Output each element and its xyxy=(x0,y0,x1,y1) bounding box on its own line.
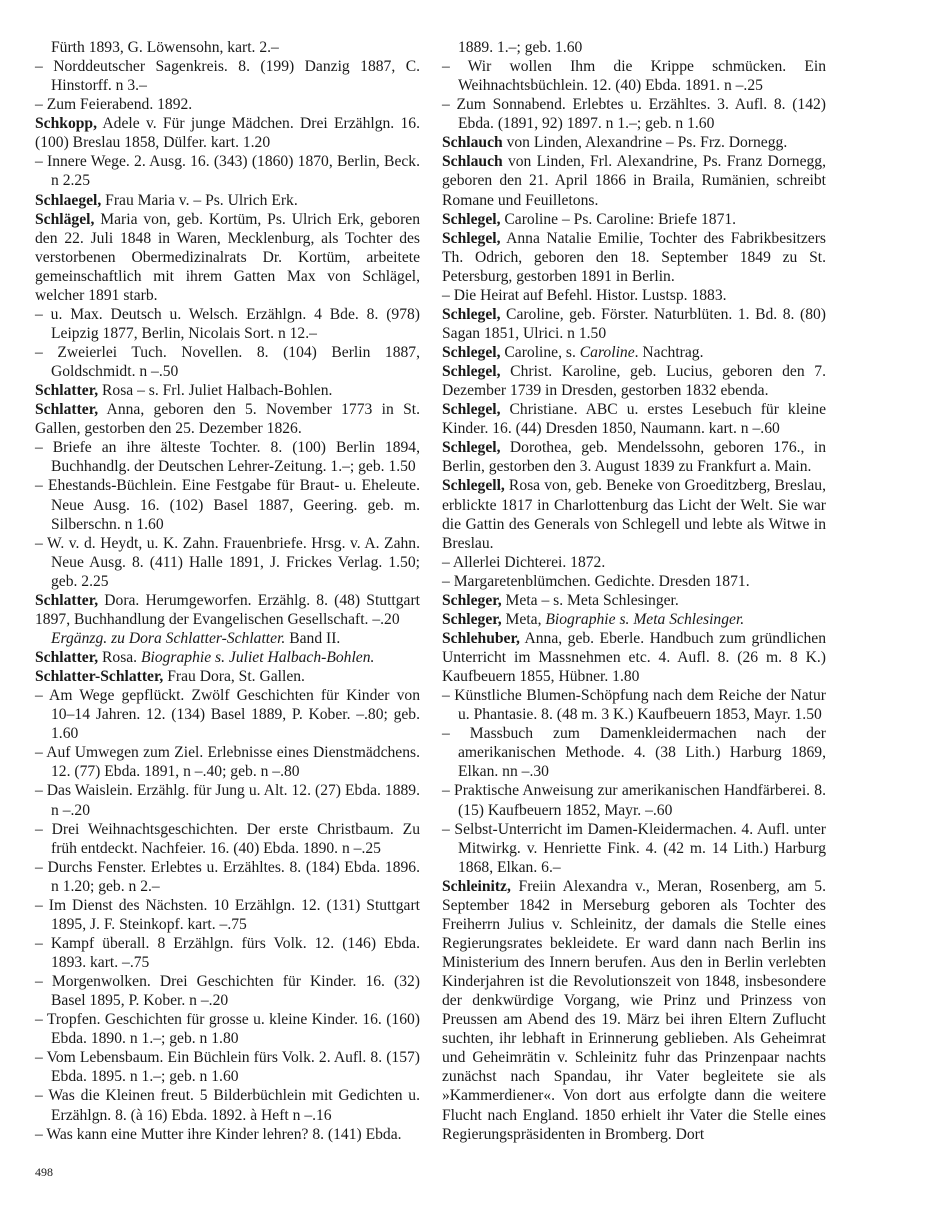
entry-text: 1889. 1.–; geb. 1.60 xyxy=(458,39,583,56)
entry-text: Meta – s. Meta Schlesinger. xyxy=(501,591,679,609)
right-column xyxy=(442,38,826,1144)
lexicon-entry-work xyxy=(35,743,420,781)
entry-name: Schlauch xyxy=(442,153,503,171)
entry-text: Frau Dora, St. Gallen. xyxy=(163,668,305,686)
entry-text: Christiane. ABC u. erstes Lesebuch für kleine Kinder. 16. (44) Dresden 1850, Naumann. kart. n –.60 xyxy=(442,401,826,438)
lexicon-entry-head xyxy=(442,305,826,343)
lexicon-entry-work xyxy=(35,1048,420,1086)
lexicon-entry-head xyxy=(35,400,420,438)
lexicon-entry-work xyxy=(35,438,420,476)
entry-text: Adele v. Für junge Mädchen. Drei Erzählgn. 16. (100) Breslau 1858, Dülfer. kart. 1.20 xyxy=(35,115,420,152)
entry-text: – Norddeutscher Sagenkreis. 8. (199) Danzig 1887, C. Hinstorff. n 3.– xyxy=(35,58,420,95)
left-column xyxy=(35,38,420,1144)
lexicon-entry-work xyxy=(35,896,420,934)
entry-text: von Linden, Frl. Alexandrine, Ps. Franz Dornegg, geboren den 21. April 1866 in Braila, Rumänien, schreibt Romane und Feuilletons. xyxy=(442,153,826,209)
lexicon-entry-work xyxy=(35,95,420,114)
lexicon-entry-work xyxy=(35,972,420,1010)
entry-text: Rosa. xyxy=(98,649,141,666)
entry-name: Schlegel, xyxy=(442,344,501,361)
entry-name: Schlauch xyxy=(442,134,503,152)
entry-text: Dorothea, geb. Mendelssohn, geboren 176., in Berlin, gestorben den 3. August 1839 zu Frankfurt a. Main. xyxy=(442,439,826,476)
lexicon-entry-head xyxy=(35,191,420,210)
entry-text: Caroline, geb. Förster. Naturblüten. 1. Bd. 8. (80) Sagan 1851, Ulrici. n 1.50 xyxy=(442,305,826,342)
entry-text: . Nachtrag. xyxy=(634,344,704,361)
entry-text: – Das Waislein. Erzählg. für Jung u. Alt. 12. (27) Ebda. 1889. n –.20 xyxy=(35,782,420,819)
lexicon-entry-work xyxy=(442,95,826,133)
entry-name: Schleinitz, xyxy=(442,877,511,895)
entry-name: Schlaegel, xyxy=(35,191,102,209)
lexicon-entry-work xyxy=(35,781,420,819)
entry-name: Schleger, xyxy=(442,610,502,628)
entry-name: Schlatter, xyxy=(35,382,99,400)
entry-text: Meta, xyxy=(501,610,546,628)
entry-name: Schlegel, xyxy=(442,210,501,228)
entry-text: – Was kann eine Mutter ihre Kinder lehren? 8. (141) Ebda. xyxy=(35,1125,402,1143)
entry-italic: Caroline xyxy=(579,344,635,361)
entry-text: Rosa von, geb. Beneke von Groeditzberg, Breslau, erblickte 1817 in Charlottenburg das Licht der Welt. Sie war die Gattin des Generals von Schlegell und lebte als Witwe in Breslau. xyxy=(442,477,826,552)
entry-text: Dora. Herumgeworfen. Erzählg. 8. (48) Stuttgart 1897, Buchhandlung der Evangelischen Gesellschaft. –.20 xyxy=(35,591,420,628)
lexicon-entry-head xyxy=(35,381,420,400)
entry-name: Schlatter, xyxy=(35,401,99,419)
entry-text: – Durchs Fenster. Erlebtes u. Erzähltes. 8. (184) Ebda. 1896. n 1.20; geb. n 2.– xyxy=(35,858,420,895)
entry-text: – Drei Weihnachtsgeschichten. Der erste Christbaum. Zu früh entdeckt. Nachfeier. 16. (40) Ebda. 1890. n –.25 xyxy=(35,820,420,857)
lexicon-entry-head xyxy=(442,476,826,552)
lexicon-entry-work xyxy=(35,1086,420,1124)
entry-name: Schlegel, xyxy=(442,305,501,323)
lexicon-entry-continuation xyxy=(35,38,420,57)
lexicon-entry-head xyxy=(442,400,826,438)
entry-name: Schlägel, xyxy=(35,210,95,228)
lexicon-entry-work xyxy=(35,934,420,972)
entry-text: – Was die Kleinen freut. 5 Bilderbüchlein mit Gedichten u. Erzählgn. 8. (à 16) Ebda. 1892. à Heft n –.16 xyxy=(35,1087,420,1124)
entry-text: Fürth 1893, G. Löwensohn, kart. 2.– xyxy=(51,39,279,56)
entry-italic: Biographie s. Juliet Halbach-Bohlen. xyxy=(140,649,375,666)
lexicon-entry-head xyxy=(442,343,826,362)
entry-text: – Vom Lebensbaum. Ein Büchlein fürs Volk. 2. Aufl. 8. (157) Ebda. 1895. n 1.–; geb. n 1.60 xyxy=(35,1049,420,1086)
entry-text: – Allerlei Dichterei. 1872. xyxy=(442,553,606,571)
lexicon-entry-head xyxy=(442,152,826,209)
lexicon-entry-work xyxy=(35,57,420,95)
entry-name: Schlehuber, xyxy=(442,629,520,647)
lexicon-entry-head xyxy=(35,667,420,686)
lexicon-entry-head xyxy=(442,133,826,152)
lexicon-entry-work xyxy=(35,476,420,533)
entry-text: Christ. Karoline, geb. Lucius, geboren den 7. Dezember 1739 in Dresden, gestorben 1832 ebenda. xyxy=(442,363,826,400)
entry-name: Schlatter, xyxy=(35,649,99,666)
entry-name: Schlegell, xyxy=(442,477,505,495)
lexicon-entry-head xyxy=(35,591,420,629)
lexicon-entry-work xyxy=(35,343,420,381)
entry-text: – Margaretenblümchen. Gedichte. Dresden 1871. xyxy=(442,572,750,590)
lexicon-entry-work xyxy=(35,305,420,343)
lexicon-entry-work xyxy=(35,534,420,591)
entry-text: – Morgenwolken. Drei Geschichten für Kinder. 16. (32) Basel 1895, P. Kober. n –.20 xyxy=(35,973,420,1010)
entry-text: – Praktische Anweisung zur amerikanischen Handfärberei. 8. (15) Kaufbeuern 1852, Mayr. –.60 xyxy=(442,782,826,819)
entry-name: Schkopp, xyxy=(35,115,97,133)
lexicon-entry-work xyxy=(442,286,826,305)
lexicon-entry-work xyxy=(442,553,826,572)
entry-text: Band II. xyxy=(285,629,341,647)
entry-italic: Biographie s. Meta Schlesinger. xyxy=(545,610,745,628)
entry-name: Schlatter-Schlatter, xyxy=(35,668,164,686)
entry-text: – W. v. d. Heydt, u. K. Zahn. Frauenbriefe. Hrsg. v. A. Zahn. Neue Ausg. 8. (411) Halle 1891, J. Frickes Verlag. 1.50; geb. 2.25 xyxy=(35,534,420,590)
entry-name: Schlegel, xyxy=(442,363,501,381)
entry-text: – Am Wege gepflückt. Zwölf Geschichten für Kinder von 10–14 Jahren. 12. (134) Basel 1889, P. Kober. –.80; geb. 1.60 xyxy=(35,687,420,743)
entry-text: Rosa – s. Frl. Juliet Halbach-Bohlen. xyxy=(98,382,333,400)
lexicon-entry-work xyxy=(35,1010,420,1048)
entry-text: – Zweierlei Tuch. Novellen. 8. (104) Berlin 1887, Goldschmidt. n –.50 xyxy=(35,344,420,381)
lexicon-entry-continuation xyxy=(35,629,420,648)
entry-text: – Kampf überall. 8 Erzählgn. fürs Volk. 12. (146) Ebda. 1893. kart. –.75 xyxy=(35,934,420,971)
lexicon-entry-work xyxy=(35,858,420,896)
entry-name: Schlegel, xyxy=(442,439,501,457)
lexicon-entry-continuation xyxy=(442,38,826,57)
entry-name: Schlegel, xyxy=(442,229,501,247)
entry-text: – Zum Feierabend. 1892. xyxy=(35,96,193,114)
lexicon-entry-head xyxy=(35,114,420,152)
entry-text: Caroline – Ps. Caroline: Briefe 1871. xyxy=(500,210,737,228)
entry-text: – u. Max. Deutsch u. Welsch. Erzählgn. 4 Bde. 8. (978) Leipzig 1877, Berlin, Nicolais Sort. n 12.– xyxy=(35,305,420,342)
entry-name: Schlatter, xyxy=(35,591,99,609)
lexicon-entry-head xyxy=(442,877,826,1144)
entry-text: Anna, geboren den 5. November 1773 in St. Gallen, gestorben den 25. Dezember 1826. xyxy=(35,401,420,438)
lexicon-entry-head xyxy=(442,438,826,476)
entry-text: Maria von, geb. Kortüm, Ps. Ulrich Erk, geboren den 22. Juli 1848 in Waren, Mecklenburg, als Tochter des verstorbenen Obermedizinalrats Dr. Kortüm, arbeitete gemeinschaftlich mit ihrem Gatten Max von Schlägel, welcher 1891 starb. xyxy=(35,210,420,304)
entry-text: Anna, geb. Eberle. Handbuch zum gründlichen Unterricht im Massnehmen etc. 4. Aufl. 8. (26 m. 8 K.) Kaufbeuern 1855, Hübner. 1.80 xyxy=(442,629,826,686)
lexicon-entry-head xyxy=(442,229,826,286)
entry-text: Caroline, s. xyxy=(500,344,580,361)
lexicon-entry-work xyxy=(35,152,420,190)
entry-text: – Briefe an ihre älteste Tochter. 8. (100) Berlin 1894, Buchhandlg. der Deutschen Lehrer-Zeitung. 1.–; geb. 1.50 xyxy=(35,439,420,476)
entry-text: – Zum Sonnabend. Erlebtes u. Erzähltes. 3. Aufl. 8. (142) Ebda. (1891, 92) 1897. n 1.–; geb. n 1.60 xyxy=(442,96,826,133)
lexicon-entry-work xyxy=(35,686,420,743)
entry-text: Frau Maria v. – Ps. Ulrich Erk. xyxy=(101,191,298,209)
entry-text: – Im Dienst des Nächsten. 10 Erzählgn. 12. (131) Stuttgart 1895, J. F. Steinkopf. kart. –.75 xyxy=(35,896,420,933)
entry-text: – Auf Umwegen zum Ziel. Erlebnisse eines Dienstmädchens. 12. (77) Ebda. 1891, n –.40; geb. n –.80 xyxy=(35,744,420,781)
lexicon-entry-work xyxy=(35,820,420,858)
lexicon-entry-head xyxy=(35,210,420,305)
entry-text: von Linden, Alexandrine – Ps. Frz. Dornegg. xyxy=(502,134,788,152)
entry-text: – Künstliche Blumen-Schöpfung nach dem Reiche der Natur u. Phantasie. 8. (48 m. 3 K.) Kaufbeuern 1853, Mayr. 1.50 xyxy=(442,687,826,724)
lexicon-entry-head xyxy=(442,591,826,610)
entry-text: – Ehestands-Büchlein. Eine Festgabe für Braut- u. Eheleute. Neue Ausg. 16. (102) Basel 1887, Geering. geb. m. Silberschn. n 1.60 xyxy=(35,477,420,533)
lexicon-entry-head xyxy=(442,210,826,229)
lexicon-entry-head xyxy=(442,610,826,629)
lexicon-entry-work xyxy=(442,572,826,591)
entry-name: Schleger, xyxy=(442,591,502,609)
entry-text: – Die Heirat auf Befehl. Histor. Lustsp. 1883. xyxy=(442,286,727,304)
entry-text: – Selbst-Unterricht im Damen-Kleidermachen. 4. Aufl. unter Mitwirkg. v. Henriette Fink. 4. (42 m. 14 Lith.) Harburg 1868, Elkan. 6.– xyxy=(442,820,826,876)
entry-text: Freiin Alexandra v., Meran, Rosenberg, am 5. September 1842 in Merseburg geboren als Tochter des Freiherrn Julius v. Schleinitz, der damals die Stelle eines Regierungsrates bekleidete. Er ward dann nach Berlin ins Ministerium des Innern berufen. Aus den in Berlin verlebten Kinderjahren ist die Revolutionszeit von 1848, insbesondere der denkwürdige Vorgang, wie Prinz und Prinzess von Preussen am Abend des 19. März bei ihren Eltern Zuflucht suchten, ihr lebhaft in Erinnerung geblieben. Als Geheimrat und Geheimrätin v. Schleinitz fuhr das Prinzenpaar nachts zunächst nach Spandau, ihr Vater begleitete sie als »Kammerdiener«. Von dort aus erfolgte dann die weitere Flucht nach England. 1850 erhielt ihr Vater die Stelle eines Regierungspräsidenten in Bromberg. Dort xyxy=(442,877,826,1143)
entry-text: Anna Natalie Emilie, Tochter des Fabrikbesitzers Th. Odrich, geboren den 18. September 1849 zu St. Petersburg, gestorben 1891 in Berlin. xyxy=(442,229,826,285)
page-number: 498 xyxy=(35,1165,53,1179)
entry-text: – Wir wollen Ihm die Krippe schmücken. Ein Weihnachtsbüchlein. 12. (40) Ebda. 1891. n –.25 xyxy=(442,58,826,95)
lexicon-entry-work xyxy=(442,820,826,877)
lexicon-entry-work xyxy=(35,1125,420,1144)
lexicon-entry-work xyxy=(442,686,826,724)
lexicon-entry-work xyxy=(442,781,826,819)
lexicon-entry-head xyxy=(35,648,420,667)
entry-text: – Massbuch zum Damenkleidermachen nach der amerikanischen Methode. 4. (38 Lith.) Harburg 1869, Elkan. nn –.30 xyxy=(442,725,826,781)
lexicon-entry-head xyxy=(442,629,826,686)
entry-name: Schlegel, xyxy=(442,401,501,419)
entry-italic: Ergänzg. zu Dora Schlatter-Schlatter. xyxy=(51,629,286,647)
lexicon-entry-work xyxy=(442,57,826,95)
lexicon-entry-work xyxy=(442,724,826,781)
entry-text: – Tropfen. Geschichten für grosse u. kleine Kinder. 16. (160) Ebda. 1890. n 1.–; geb. n 1.80 xyxy=(35,1011,420,1048)
lexicon-entry-head xyxy=(442,362,826,400)
entry-text: – Innere Wege. 2. Ausg. 16. (343) (1860) 1870, Berlin, Beck. n 2.25 xyxy=(35,153,420,190)
